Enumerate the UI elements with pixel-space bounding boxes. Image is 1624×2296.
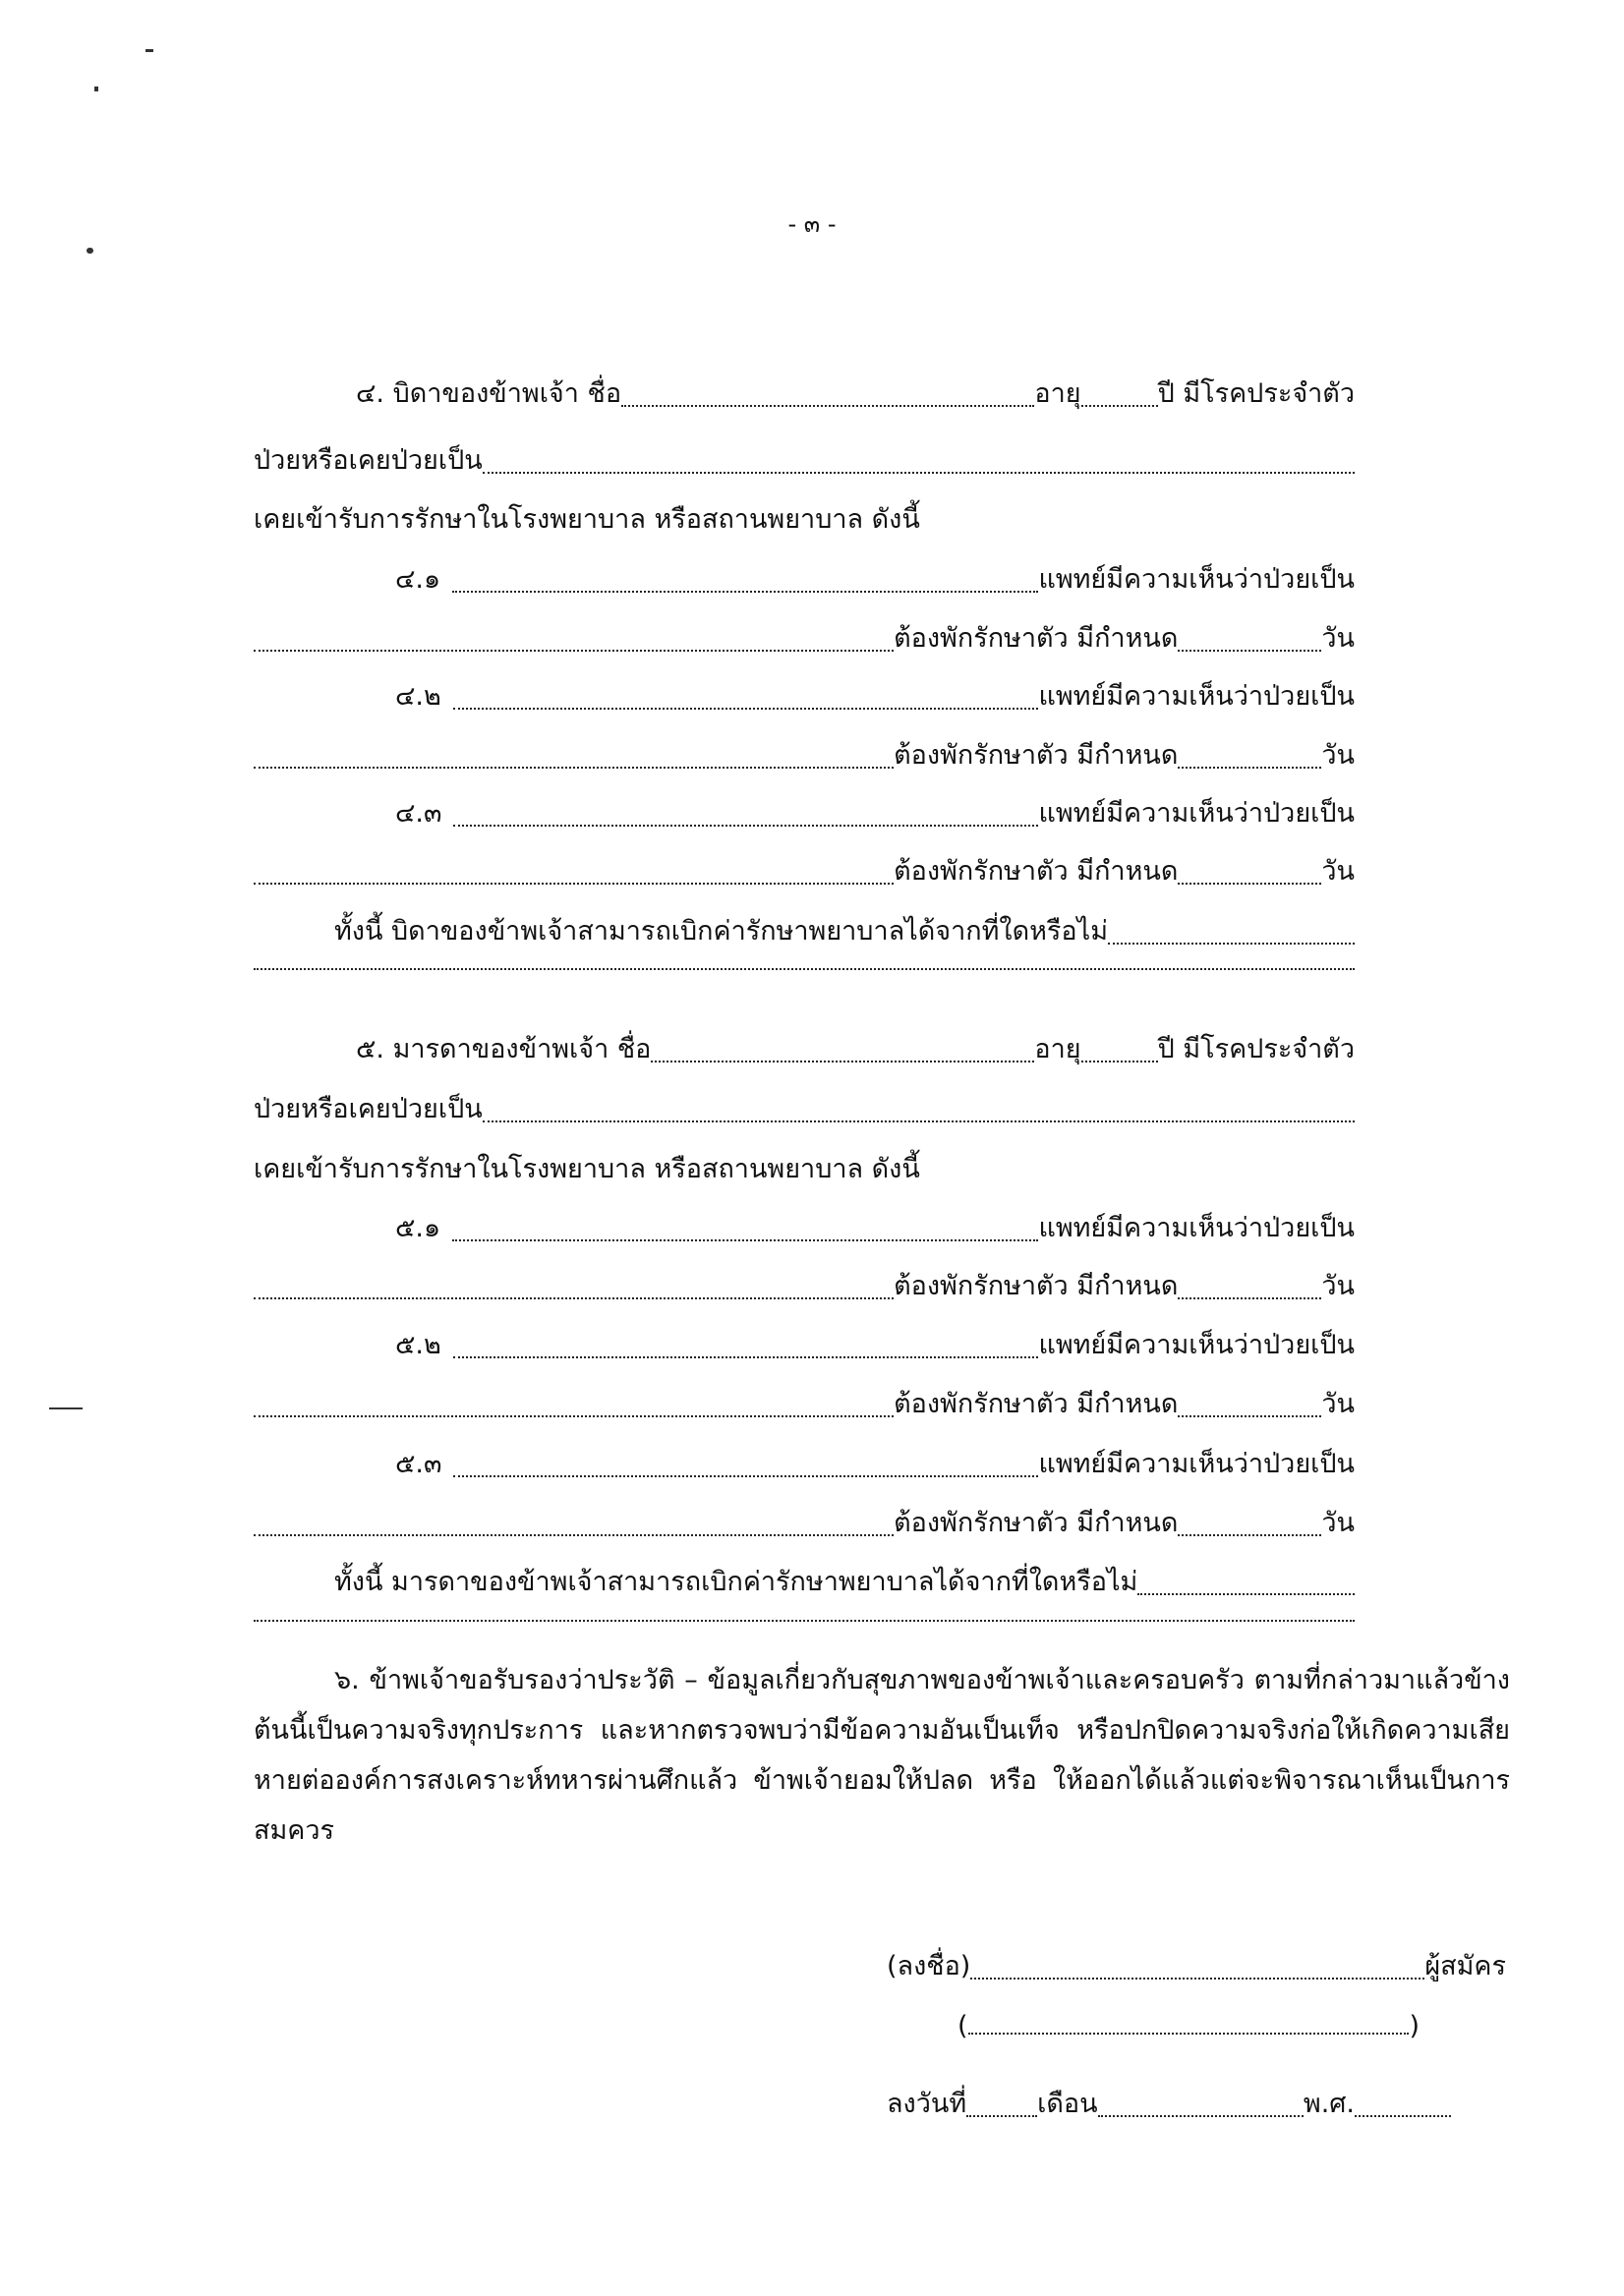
father-item-doctor-label: แพทย์มีความเห็นว่าป่วยเป็น [1038,564,1355,595]
father-item-rest-line [254,849,1355,891]
mother-item-number: ๕.๑ [395,1213,441,1243]
father-name-line [356,372,1355,414]
father-item-doctor-line [395,557,1355,600]
mother-item-doctor-line [395,1206,1355,1248]
father-ill-line [254,438,1355,481]
father-reimburse-extra-line [254,968,1355,977]
mother-item-detail-field[interactable] [254,1415,894,1417]
mother-item-doctor-line [395,1442,1355,1484]
mother-item-doctor-label: แพทย์มีความเห็นว่าป่วยเป็น [1038,1449,1355,1479]
mother-item-number: ๕.๓ [395,1449,442,1479]
mother-item-rest-line [254,1382,1355,1424]
date-label: ลงวันที่ [887,2089,967,2119]
father-name-field[interactable] [621,405,1034,407]
mother-ill-line [254,1087,1355,1129]
scan-speck [94,86,98,91]
mother-reimburse-extra-field[interactable] [254,1620,1355,1622]
father-item-diagnosis-field[interactable] [452,591,1038,593]
year-label: พ.ศ. [1303,2089,1355,2119]
father-ill-label: ป่วยหรือเคยป่วยเป็น [254,445,483,476]
mother-reimburse-line [334,1560,1355,1602]
father-age-field[interactable] [1081,405,1158,407]
mother-item-doctor-label: แพทย์มีความเห็นว่าป่วยเป็น [1038,1330,1355,1360]
signature-line [887,1944,1506,1986]
mother-item-day-label: วัน [1321,1271,1355,1301]
month-label: เดือน [1037,2089,1098,2119]
mother-item-diagnosis-field[interactable] [453,1356,1039,1358]
father-name-label: ๔. บิดาของข้าพเจ้า ชื่อ [356,378,622,409]
father-age-label: อายุ [1034,378,1081,409]
father-item-rest-line [254,616,1355,659]
mother-item-rest-label: ต้องพักรักษาตัว มีกำหนด [894,1389,1179,1419]
father-item-days-field[interactable] [1178,883,1321,885]
mother-name-label: ๕. มารดาของข้าพเจ้า ชื่อ [356,1034,652,1064]
mother-reimburse-extra-line [254,1620,1355,1629]
mother-item-days-field[interactable] [1178,1415,1321,1417]
father-item-diagnosis-field[interactable] [453,708,1039,710]
father-item-day-label: วัน [1321,623,1355,654]
day-field[interactable] [966,2115,1037,2117]
father-item-days-field[interactable] [1178,650,1321,652]
mother-item-rest-line [254,1501,1355,1543]
mother-item-day-label: วัน [1321,1389,1355,1419]
father-item-rest-label: ต้องพักรักษาตัว มีกำหนด [894,740,1179,771]
father-reimburse-label: ทั้งนี้ บิดาของข้าพเจ้าสามารถเบิกค่ารักษาพยาบาลได้จากที่ใดหรือไม่ [334,916,1109,947]
mother-name-field[interactable] [651,1061,1034,1062]
father-item-number: ๔.๒ [395,681,441,712]
mother-disease-label: ปี มีโรคประจำตัว [1157,1034,1355,1064]
father-item-day-label: วัน [1321,740,1355,771]
father-item-detail-field[interactable] [254,650,894,652]
mother-item-day-label: วัน [1321,1508,1355,1538]
father-item-rest-line [254,733,1355,775]
mother-treated-line [254,1147,920,1189]
father-item-days-field[interactable] [1178,767,1321,769]
scan-speck [87,248,93,254]
mother-item-diagnosis-field[interactable] [452,1239,1038,1241]
printed-name-field[interactable] [968,2033,1410,2035]
father-treated-label: เคยเข้ารับการรักษาในโรงพยาบาล หรือสถานพยาบาล ดังนี้ [254,504,920,535]
paren-close: ) [1409,2011,1420,2041]
mother-item-detail-field[interactable] [254,1297,894,1299]
mother-item-doctor-label: แพทย์มีความเห็นว่าป่วยเป็น [1038,1213,1355,1243]
father-item-diagnosis-field[interactable] [453,825,1038,827]
mother-treated-label: เคยเข้ารับการรักษาในโรงพยาบาล หรือสถานพยาบาล ดังนี้ [254,1154,920,1184]
mother-name-line [356,1027,1355,1069]
mother-item-number: ๕.๒ [395,1330,441,1360]
signature-field[interactable] [970,1978,1424,1980]
scan-speck [49,1407,83,1409]
mother-item-rest-label: ต้องพักรักษาตัว มีกำหนด [894,1508,1179,1538]
father-reimburse-line [334,909,1355,951]
certification-paragraph [254,1655,1510,1856]
paren-open: ( [957,2011,968,2041]
applicant-label: ผู้สมัคร [1424,1951,1506,1981]
scan-speck [145,49,153,52]
certification-text: ๖. ข้าพเจ้าขอรับรองว่าประวัติ – ข้อมูลเกี่ยวกับสุขภาพของข้าพเจ้าและครอบครัว ตามที่กล่าวมาแล้วข้างต้นนี้เป็นความจริงทุกประการ และหากตรวจพบว่ามีข้อความอันเป็นเท็จ หรือปกปิดความจริงก่อให้เกิดความเสียหายต่อองค์การสงเคราะห์ทหารผ่านศึกแล้ว ข้าพเจ้ายอมให้ปลด หรือ ให้ออกได้แล้วแต่จะพิจารณาเห็นเป็นการสมควร [254,1665,1510,1846]
father-item-rest-label: ต้องพักรักษาตัว มีกำหนด [894,623,1179,654]
mother-item-detail-field[interactable] [254,1534,894,1536]
mother-item-days-field[interactable] [1178,1534,1321,1536]
mother-item-rest-label: ต้องพักรักษาตัว มีกำหนด [894,1271,1179,1301]
father-reimburse-extra-field[interactable] [254,968,1355,970]
mother-age-label: อายุ [1034,1034,1081,1064]
father-item-rest-label: ต้องพักรักษาตัว มีกำหนด [894,856,1179,887]
father-item-doctor-line [395,791,1355,833]
mother-item-diagnosis-field[interactable] [453,1475,1038,1477]
mother-age-field[interactable] [1081,1061,1158,1062]
page-number: - ๓ - [787,210,837,238]
mother-reimburse-label: ทั้งนี้ มารดาของข้าพเจ้าสามารถเบิกค่ารักษาพยาบาลได้จากที่ใดหรือไม่ [334,1567,1138,1597]
mother-reimburse-field[interactable] [1137,1593,1355,1595]
father-disease-label: ปี มีโรคประจำตัว [1157,378,1355,409]
sign-label: (ลงชื่อ) [887,1951,971,1981]
father-reimburse-field[interactable] [1108,943,1355,945]
printed-name-line [957,2011,1420,2041]
father-item-number: ๔.๓ [395,798,442,829]
year-field[interactable] [1355,2115,1451,2117]
date-line [887,2082,1451,2124]
mother-item-doctor-line [395,1323,1355,1365]
mother-item-rest-line [254,1264,1355,1306]
month-field[interactable] [1098,2115,1304,2117]
father-item-doctor-label: แพทย์มีความเห็นว่าป่วยเป็น [1038,798,1355,829]
mother-ill-field[interactable] [483,1120,1355,1122]
father-item-day-label: วัน [1321,856,1355,887]
father-item-doctor-label: แพทย์มีความเห็นว่าป่วยเป็น [1038,681,1355,712]
father-treated-line [254,497,920,540]
mother-item-days-field[interactable] [1178,1297,1321,1299]
mother-ill-label: ป่วยหรือเคยป่วยเป็น [254,1094,483,1124]
father-item-doctor-line [395,674,1355,717]
father-item-detail-field[interactable] [254,883,894,885]
father-item-number: ๔.๑ [395,564,441,595]
father-ill-field[interactable] [483,472,1355,474]
father-item-detail-field[interactable] [254,767,894,769]
